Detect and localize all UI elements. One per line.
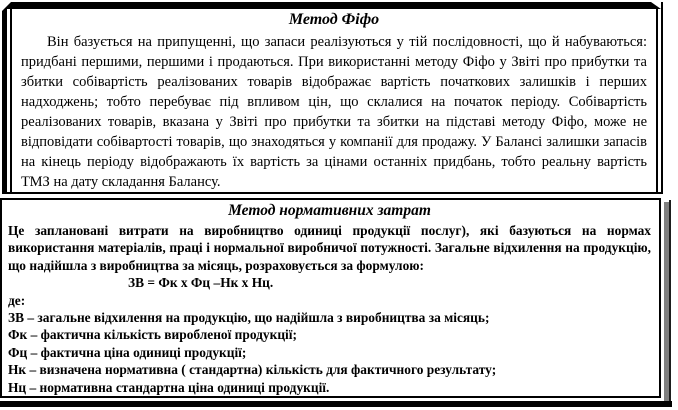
definition-line-fc: Фц – фактична ціна одиниці продукції;	[8, 344, 247, 360]
normative-body	[8, 222, 651, 396]
shadow-bottom	[0, 401, 672, 407]
formula-line: ЗВ = Фк х Фц –Нк х Нц.	[128, 275, 274, 291]
normative-title: Метод нормативних затрат	[228, 202, 431, 219]
fifo-inner-frame	[10, 9, 658, 192]
fifo-body-paragraph: Він базується на припущенні, що запаси реалізуються у тій послідовності, що й набуваються: придбані першими, першими і продаються. При використанні методу Фіфо у Звіті про прибутки та збитки собівартість реалізованих товарів відображає вартість початкових залишків і перших надходжень; тобто перебуває під впливом цін, що склалися на початок періоду. Собівартість реалізованих товарів, вказана у Звіті про прибутки та збитки на підставі методу Фіфо, може не відповідати собівартості товарів, що знаходяться у компанії для продажу. У Балансі залишки запасів на кінець періоду відображають їх вартість за цінами останніх придбань, тобто реальну вартість ТМЗ на дату складання Балансу.	[21, 34, 647, 190]
definition-line-nk: Нк – визначена нормативна ( стандартна) кількість для фактичного результату;	[8, 362, 497, 378]
bevel-corner-top-right	[651, 2, 661, 9]
fifo-method-textbox[interactable]	[2, 2, 663, 194]
definition-line-fk: Фк – фактична кількість виробленої продукції;	[8, 327, 297, 343]
normative-method-textbox[interactable]	[0, 198, 661, 398]
definition-line-zv: ЗВ – загальне відхилення на продукцію, що надійшла з виробництва за місяць;	[8, 310, 490, 326]
fifo-title: Метод Фіфо	[288, 11, 380, 28]
where-label: де:	[8, 292, 26, 308]
normative-intro-paragraph: Це заплановані витрати на виробництво одиниці продукції послуг), які базуються на нормах використання матеріалів, праці і нормальної виробничої потужності. Загальне відхилення на продукцію, що надійшла з виробництва за місяць, розраховується за формулою:	[8, 223, 651, 273]
shadow-right-edge	[669, 200, 671, 403]
definition-line-nc: Нц – нормативна стандартна ціна одиниці продукції.	[8, 379, 330, 395]
normative-method-textbox-wrapper	[0, 198, 678, 410]
